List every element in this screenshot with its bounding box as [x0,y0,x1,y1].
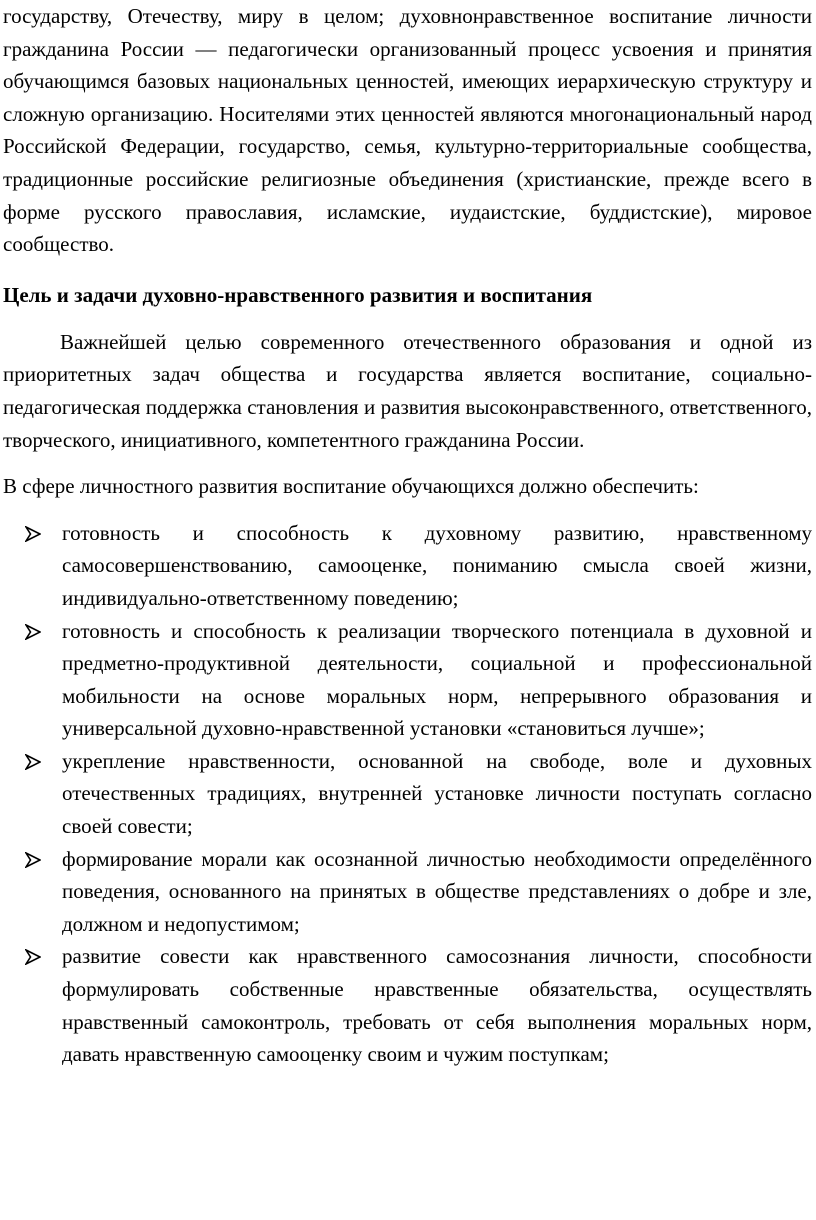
list-item [3,615,812,745]
list-item [3,940,812,1070]
list-lead-paragraph: В сфере личностного развития воспитание обучающихся должно обеспечить: [3,474,699,499]
arrowhead-bullet-icon [25,949,41,965]
list-item [3,843,812,941]
goal-paragraph: Важнейшей целью современного отечественного образования и одной из приоритетных задач общества и государства является воспитание, социально-педагогическая поддержка становления и развития высоконравственного, ответственного, творческого, инициативного, компетентного гражданина России. [3,329,812,452]
section-heading: Цель и задачи духовно-нравственного развития и воспитания [3,282,593,307]
arrowhead-bullet-icon [25,754,41,770]
arrowhead-bullet-icon [25,852,41,868]
list-item-text: готовность и способность к реализации творческого потенциала в духовной и предметно-продуктивной деятельности, социальной и профессиональной мобильности на основе моральных норм, непрерывного образования и универсальной духовно-нравственной установки «становиться лучше»; [62,618,812,741]
list-item-text: развитие совести как нравственного самосознания личности, способности формулировать собственные нравственные обязательства, осуществлять нравственный самоконтроль, требовать от себя выполнения моральных норм, давать нравственную самооценку своим и чужим поступкам; [62,944,812,1067]
list-item-text: формирование морали как осознанной личностью необходимости определённого поведения, основанного на принятых в обществе представлениях о добре и зле, должном и недопустимом; [62,846,812,936]
arrowhead-bullet-icon [25,624,41,640]
list-item-text: готовность и способность к духовному развитию, нравственному самосовершенствованию, самооценке, пониманию смысла своей жизни, индивидуально-ответственному поведению; [62,520,812,610]
arrowhead-bullet-icon [25,526,41,542]
list-item-text: укрепление нравственности, основанной на свободе, воле и духовных отечественных традициях, внутренней установке личности поступать согласно своей совести; [62,748,812,839]
bullet-list [3,517,812,1071]
list-item [3,745,812,843]
list-item [3,517,812,615]
intro-paragraph: государству, Отечеству, миру в целом; духовнонравственное воспитание личности гражданина России — педагогически организованный процесс усвоения и принятия обучающимся базовых национальных ценностей, имеющих иерархическую структуру и сложную организацию. Носителями этих ценностей являются многонациональный народ Российской Федерации, государство, семья, культурно-территориальные сообщества, традиционные российские религиозные объединения (христианские, прежде всего в форме русского православия, исламские, иудаистские, буддистские), мировое сообщество. [3,4,812,257]
